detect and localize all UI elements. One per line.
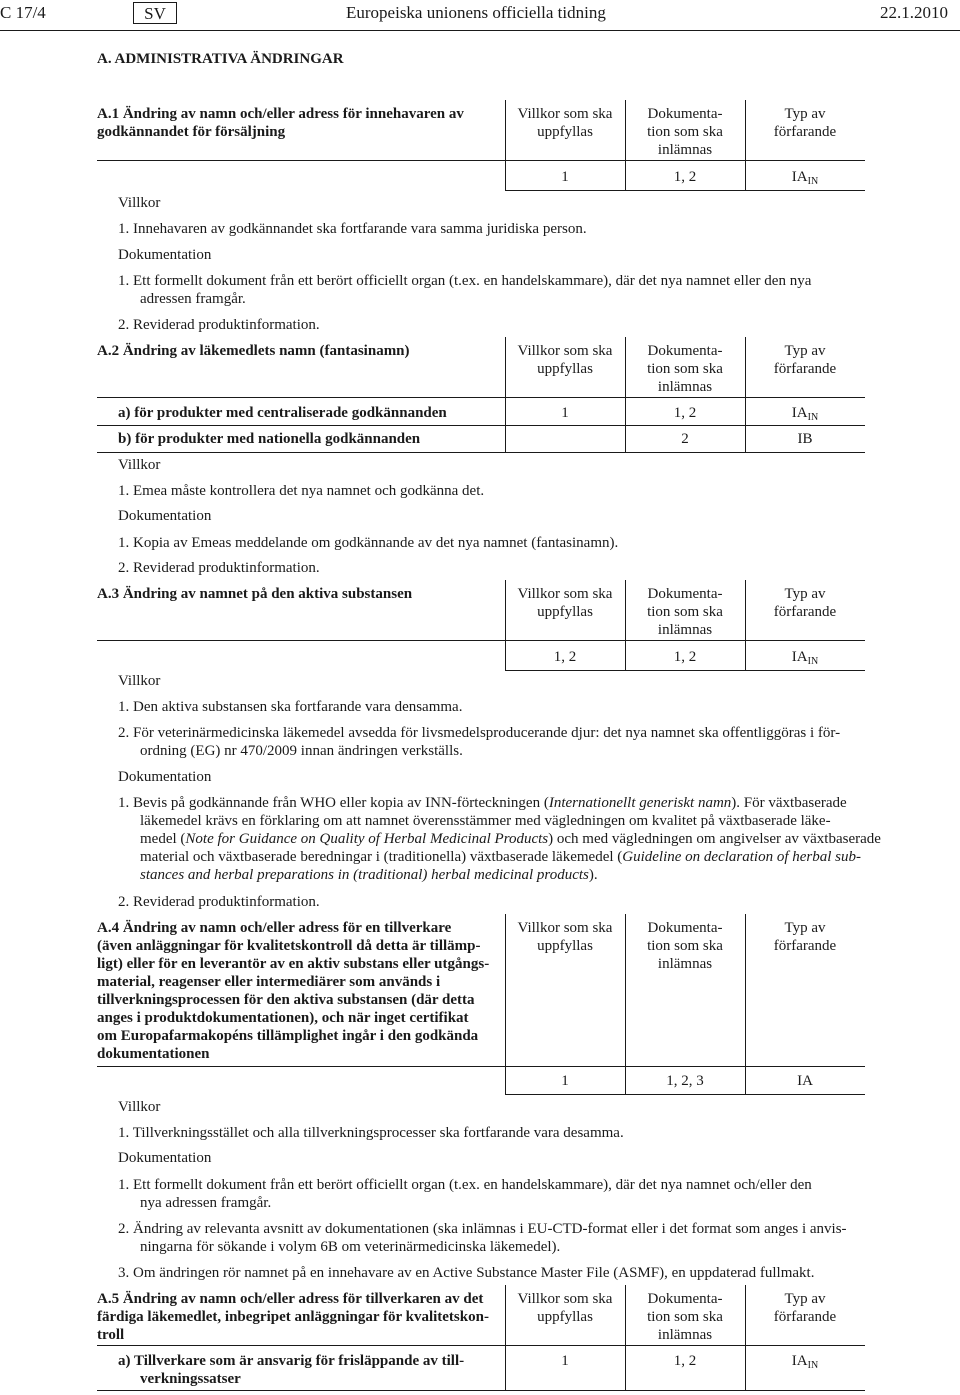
a4-document-1-cont: nya adressen framgår. [140, 1195, 272, 1211]
col-header-line: tion som ska [647, 604, 723, 620]
a1-conditions-value: 1 [561, 169, 569, 185]
table-border [505, 337, 506, 452]
procedure-subscript: IN [807, 176, 819, 187]
a2-document-2: 2. Reviderad produktinformation. [118, 560, 320, 576]
col-header-line: förfarande [773, 361, 837, 377]
a4-col-conditions [500, 919, 630, 955]
col-header-line: Typ av [784, 586, 826, 602]
a3-documentation-value: 1, 2 [673, 649, 697, 665]
a3-conditions-value: 1, 2 [553, 649, 577, 665]
label-line: a) Tillverkare som är ansvarig för frisläppande av till- [118, 1353, 465, 1369]
text-run: ). [588, 867, 598, 883]
col-header-line: inlämnas [657, 1327, 713, 1343]
col-header-line: uppfyllas [537, 938, 593, 954]
table-border [97, 425, 865, 426]
col-header-line: uppfyllas [537, 124, 593, 140]
procedure-code: IA [791, 1353, 808, 1369]
a1-condition-1: 1. Innehavaren av godkännandet ska fortfarande vara samma juridiska person. [118, 221, 587, 237]
a4-document-2-cont: ningarna för sökande i volym 6B om veterinärmedicinska läkemedel). [140, 1239, 561, 1255]
a1-document-1-cont: adressen framgår. [140, 291, 246, 307]
a3-conditions-heading: Villkor [118, 673, 161, 689]
table-border [625, 1285, 626, 1390]
title-line: A.4 Ändring av namn och/eller adress för en tillverkare [97, 920, 452, 936]
col-header-line: uppfyllas [537, 604, 593, 620]
a1-col-procedure [745, 105, 865, 141]
col-header-line: Typ av [784, 920, 826, 936]
title-line: troll [97, 1327, 125, 1343]
a4-procedure-value: IA [797, 1073, 813, 1089]
a3-document-1-cont [140, 830, 881, 848]
text-run-italic: Guideline on declaration of herbal sub- [622, 849, 861, 865]
a3-col-procedure [745, 585, 865, 621]
col-header-line: tion som ska [647, 124, 723, 140]
title-line: A.5 Ändring av namn och/eller adress för tillverkaren av det [97, 1291, 484, 1307]
text-run-italic: stances and herbal preparations in (traditional) herbal medicinal products [140, 867, 589, 883]
a1-col-conditions [500, 105, 630, 141]
text-run-italic: Internationellt generiskt namn [548, 795, 732, 811]
a4-document-3: 3. Om ändringen rör namnet på en innehavare av en Active Substance Master File (ASMF), en uppdaterad fullmakt. [118, 1265, 815, 1281]
a2-documentation-heading: Dokumentation [118, 508, 212, 524]
col-header-line: uppfyllas [537, 361, 593, 377]
col-header-line: tion som ska [647, 1309, 723, 1325]
table-border [505, 670, 865, 671]
journal-title: Europeiska unionens officiella tidning [346, 3, 606, 22]
col-header-line: Typ av [784, 106, 826, 122]
a4-title [97, 919, 502, 1063]
a3-document-1 [118, 794, 847, 812]
a3-document-1-cont [140, 848, 861, 866]
table-border [505, 1094, 865, 1095]
col-header-line: tion som ska [647, 938, 723, 954]
a5-procedure-value [745, 1352, 865, 1370]
a2-condition-1: 1. Emea måste kontrollera det nya namnet och godkänna det. [118, 483, 485, 499]
a3-procedure-value [745, 648, 865, 666]
table-border [97, 1345, 865, 1346]
a4-documentation-heading: Dokumentation [118, 1150, 212, 1166]
a2-row-a-procedure [745, 404, 865, 422]
table-border [97, 1390, 865, 1391]
a1-document-2: 2. Reviderad produktinformation. [118, 317, 320, 333]
a3-document-1-cont [140, 866, 598, 884]
a3-title: A.3 Ändring av namnet på den aktiva substansen [97, 586, 413, 602]
col-header-line: uppfyllas [537, 1309, 593, 1325]
a2-row-a-conditions: 1 [561, 405, 569, 421]
col-header-line: Villkor som ska [517, 106, 613, 122]
a2-col-documentation [625, 342, 745, 396]
a4-conditions-heading: Villkor [118, 1099, 161, 1115]
text-run: material och växtbaserade beredningar i (traditionella) växtbaserade läkemedel ( [140, 849, 623, 865]
a4-documentation-value: 1, 2, 3 [666, 1073, 704, 1089]
a1-document-1: 1. Ett formellt dokument från ett berört officiellt organ (t.ex. en handelskammare), där det nya namnet eller den nya [118, 273, 812, 289]
col-header-line: Dokumenta- [647, 106, 723, 122]
col-header-line: Villkor som ska [517, 920, 613, 936]
table-border [97, 640, 865, 641]
col-header-line: förfarande [773, 938, 837, 954]
a2-row-a-documentation: 1, 2 [673, 405, 697, 421]
a2-row-b-documentation: 2 [681, 431, 689, 447]
a2-col-conditions [500, 342, 630, 378]
a1-conditions-heading: Villkor [118, 195, 161, 211]
a2-document-1: 1. Kopia av Emeas meddelande om godkännande av det nya namnet (fantasinamn). [118, 535, 619, 551]
text-run: ) och med vägledningen om angivelser av växtbaserade [548, 831, 881, 847]
a5-col-documentation [625, 1290, 745, 1344]
table-border [505, 190, 865, 191]
a5-documentation-value: 1, 2 [673, 1353, 697, 1369]
a2-title: A.2 Ändring av läkemedlets namn (fantasinamn) [97, 343, 410, 359]
a4-col-documentation [625, 919, 745, 973]
a1-title-line-2: godkännandet för försäljning [97, 124, 286, 140]
a1-documentation-value: 1, 2 [673, 169, 697, 185]
col-header-line: Dokumenta- [647, 586, 723, 602]
a5-conditions-value: 1 [561, 1353, 569, 1369]
title-line: ligt) eller för en leverantör av en aktiv substans eller utgångs- [97, 956, 490, 972]
section-title: A. ADMINISTRATIVA ÄNDRINGAR [97, 51, 344, 67]
table-border [97, 1066, 865, 1067]
text-run-italic: Note for Guidance on Quality of Herbal Medicinal Products [185, 831, 549, 847]
a5-col-conditions [500, 1290, 630, 1326]
table-border [745, 1285, 746, 1390]
text-run: ). För växtbaserade [731, 795, 847, 811]
a4-document-1: 1. Ett formellt dokument från ett berört officiellt organ (t.ex. en handelskammare), där det nya namnet och/eller den [118, 1177, 812, 1193]
a4-conditions-value: 1 [561, 1073, 569, 1089]
a2-row-a-label: a) för produkter med centraliserade godkännanden [118, 405, 447, 421]
table-border [97, 452, 865, 453]
procedure-code: IA [791, 649, 808, 665]
table-border [745, 914, 746, 1094]
title-line: tillverkningsprocessen för den aktiva substansen (där detta [97, 992, 475, 1008]
a4-condition-1: 1. Tillverkningsstället och alla tillverkningsprocesser ska fortfarande vara desamma. [118, 1125, 624, 1141]
a3-document-1-cont: läkemedel krävs en förklaring om att namnet överensstämmer med vägledningen om kvalitet på växtbaserade läke- [140, 813, 831, 829]
col-header-line: förfarande [773, 124, 837, 140]
col-header-line: Dokumenta- [647, 343, 723, 359]
title-line: dokumentationen [97, 1046, 210, 1062]
col-header-line: förfarande [773, 1309, 837, 1325]
title-line: anges i produktdokumentationen), och när inget certifikat [97, 1010, 469, 1026]
procedure-code: IA [791, 405, 808, 421]
language-code: SV [133, 2, 177, 24]
title-line: färdiga läkemedlet, inbegripet anläggningar för kvalitetskon- [97, 1309, 489, 1325]
col-header-line: Typ av [784, 1291, 826, 1307]
table-border [97, 160, 865, 161]
title-line: om Europafarmakopéns tillämplighet ingår i den godkända [97, 1028, 479, 1044]
a2-row-b-procedure: IB [797, 431, 813, 447]
a1-col-documentation [625, 105, 745, 159]
a4-col-procedure [745, 919, 865, 955]
col-header-line: Dokumenta- [647, 920, 723, 936]
col-header-line: Dokumenta- [647, 1291, 723, 1307]
a2-conditions-heading: Villkor [118, 457, 161, 473]
a5-col-procedure [745, 1290, 865, 1326]
a4-document-2: 2. Ändring av relevanta avsnitt av dokumentationen (ska inlämnas i EU-CTD-format eller i det format som anges i anvis- [118, 1221, 847, 1237]
a3-condition-2-cont: ordning (EG) nr 470/2009 innan ändringen verkställs. [140, 743, 463, 759]
a5-title [97, 1290, 502, 1344]
col-header-line: Villkor som ska [517, 586, 613, 602]
table-border [505, 1285, 506, 1390]
col-header-line: tion som ska [647, 361, 723, 377]
title-line: material, reagenser eller intermediärer som används i [97, 974, 441, 990]
text-run: 1. Bevis på godkännande från WHO eller kopia av INN-förteckningen ( [118, 795, 549, 811]
page-header [0, 0, 960, 26]
col-header-line: Villkor som ska [517, 1291, 613, 1307]
a2-row-b-label: b) för produkter med nationella godkännanden [118, 431, 421, 447]
table-border [97, 397, 865, 398]
procedure-code: IA [791, 169, 808, 185]
header-rule [0, 30, 960, 31]
a3-condition-1: 1. Den aktiva substansen ska fortfarande vara densamma. [118, 699, 463, 715]
a3-documentation-heading: Dokumentation [118, 769, 212, 785]
a3-document-2: 2. Reviderad produktinformation. [118, 894, 320, 910]
col-header-line: Villkor som ska [517, 343, 613, 359]
a2-col-procedure [745, 342, 865, 378]
procedure-subscript: IN [807, 1360, 819, 1371]
issue-date: 22.1.2010 [880, 3, 948, 22]
a1-title-line-1: A.1 Ändring av namn och/eller adress för innehavaren av [97, 106, 464, 122]
col-header-line: inlämnas [657, 956, 713, 972]
col-header-line: inlämnas [657, 622, 713, 638]
procedure-subscript: IN [807, 656, 819, 667]
a5-row-a-label [118, 1352, 503, 1388]
col-header-line: inlämnas [657, 142, 713, 158]
table-border [625, 914, 626, 1094]
a3-col-documentation [625, 585, 745, 639]
a3-col-conditions [500, 585, 630, 621]
title-line: (även anläggningar för kvalitetskontroll då detta är tillämp- [97, 938, 481, 954]
text-run: medel ( [140, 831, 186, 847]
label-line: verkningssatser [140, 1371, 241, 1387]
col-header-line: förfarande [773, 604, 837, 620]
procedure-subscript: IN [807, 412, 819, 423]
col-header-line: inlämnas [657, 379, 713, 395]
col-header-line: Typ av [784, 343, 826, 359]
a3-condition-2: 2. För veterinärmedicinska läkemedel avsedda för livsmedelsproducerande djur: det nya namnet ska offentliggöras i för- [118, 725, 841, 741]
a1-procedure-value [745, 168, 865, 186]
table-border [505, 914, 506, 1094]
a1-documentation-heading: Dokumentation [118, 247, 212, 263]
page-reference: C 17/4 [0, 3, 46, 22]
